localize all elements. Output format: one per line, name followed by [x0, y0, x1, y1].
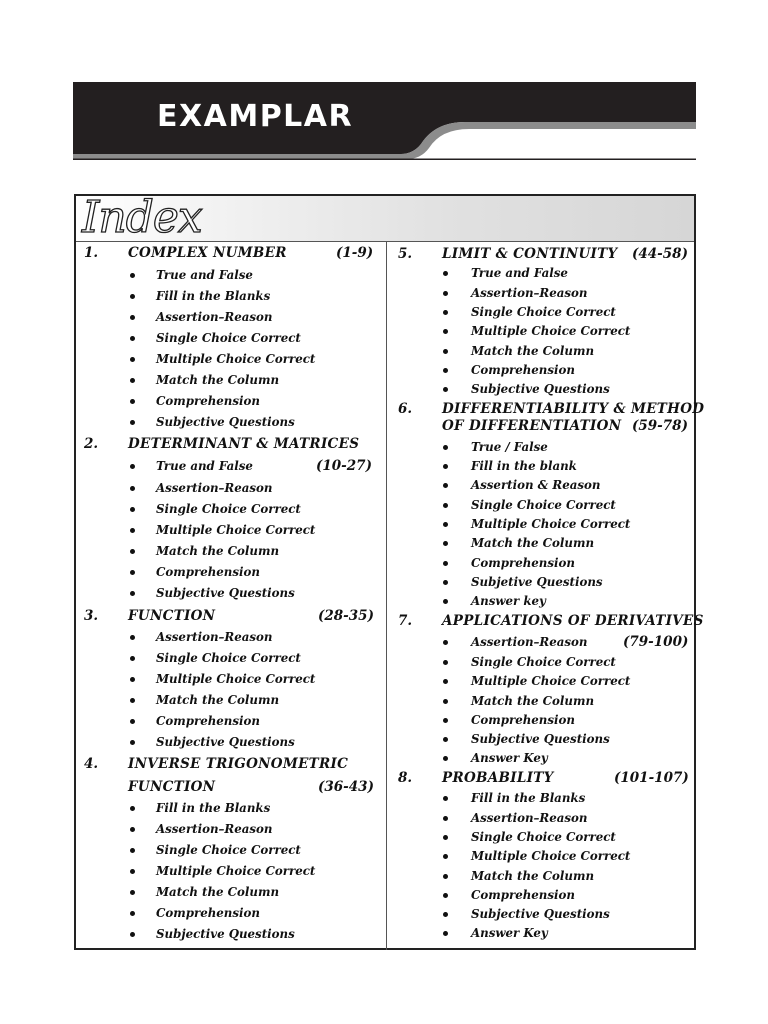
list-item: Fill in the Blanks — [156, 289, 271, 303]
list-item: Multiple Choice Correct — [156, 864, 316, 878]
section-page-range: (101-107) — [614, 770, 689, 786]
list-item: Match the Column — [156, 693, 280, 707]
list-item: Subjective Questions — [471, 732, 610, 746]
bullet-icon — [130, 315, 135, 320]
bullet-icon — [130, 486, 135, 491]
bullet-icon — [130, 336, 135, 341]
bullet-icon — [443, 580, 448, 585]
bullet-icon — [443, 854, 448, 859]
section-title: FUNCTION — [128, 608, 216, 624]
section-number: 2. — [84, 436, 99, 452]
list-item: Answer Key — [471, 926, 548, 940]
list-item: Single Choice Correct — [156, 331, 301, 345]
section-page-range: (1-9) — [336, 245, 374, 261]
bullet-icon — [443, 931, 448, 936]
list-item: Single Choice Correct — [156, 502, 301, 516]
list-item: Comprehension — [156, 394, 260, 408]
bullet-icon — [443, 329, 448, 334]
bullet-icon — [130, 464, 135, 469]
list-item: Subjective Questions — [471, 907, 610, 921]
list-item: Assertion–Reason — [156, 630, 273, 644]
section-number: 7. — [398, 613, 413, 629]
list-item: Subjective Questions — [156, 927, 295, 941]
section-title: INVERSE TRIGONOMETRIC — [128, 756, 349, 772]
list-item: Fill in the Blanks — [471, 791, 586, 805]
bullet-icon — [443, 796, 448, 801]
bullet-icon — [443, 464, 448, 469]
list-item: Assertion–Reason — [471, 635, 588, 649]
list-item: Match the Column — [156, 544, 280, 558]
section-number: 6. — [398, 401, 413, 417]
section-page-range: (36-43) — [318, 779, 374, 795]
bullet-icon — [130, 378, 135, 383]
bullet-icon — [130, 635, 135, 640]
bullet-icon — [443, 912, 448, 917]
list-item: Match the Column — [156, 885, 280, 899]
bullet-icon — [130, 677, 135, 682]
list-item: Single Choice Correct — [471, 498, 616, 512]
bullet-icon — [443, 893, 448, 898]
list-item: Subjective Questions — [156, 415, 295, 429]
bullet-icon — [130, 932, 135, 937]
section-title: APPLICATIONS OF DERIVATIVES — [442, 613, 704, 629]
list-item: Comprehension — [156, 565, 260, 579]
bullet-icon — [130, 528, 135, 533]
section-title: DETERMINANT & MATRICES — [128, 436, 360, 452]
section-number: 1. — [84, 245, 99, 261]
list-item: Match the Column — [471, 694, 595, 708]
bullet-icon — [443, 660, 448, 665]
list-item: Single Choice Correct — [471, 830, 616, 844]
list-item: Comprehension — [471, 556, 575, 570]
bullet-icon — [443, 291, 448, 296]
section-title: COMPLEX NUMBER — [128, 245, 287, 261]
bullet-icon — [443, 737, 448, 742]
bullet-icon — [443, 271, 448, 276]
bullet-icon — [443, 541, 448, 546]
list-item: Multiple Choice Correct — [156, 523, 316, 537]
bullet-icon — [443, 483, 448, 488]
list-item: Match the Column — [156, 373, 280, 387]
section-title-continued: FUNCTION — [128, 779, 216, 795]
list-item: Multiple Choice Correct — [156, 672, 316, 686]
bullet-icon — [130, 869, 135, 874]
list-item: Comprehension — [156, 906, 260, 920]
list-item: Answer Key — [471, 751, 548, 765]
list-item: Assertion–Reason — [471, 811, 588, 825]
section-page-range: (79-100) — [623, 634, 689, 650]
list-item: Comprehension — [156, 714, 260, 728]
header-banner — [73, 82, 696, 160]
bullet-icon — [443, 835, 448, 840]
list-item: Multiple Choice Correct — [471, 517, 631, 531]
bullet-icon — [130, 698, 135, 703]
bullet-icon — [130, 890, 135, 895]
bullet-icon — [130, 507, 135, 512]
list-item: Subjetive Questions — [471, 575, 603, 589]
list-item: Match the Column — [471, 869, 595, 883]
list-item: Comprehension — [471, 363, 575, 377]
list-item: True and False — [156, 459, 253, 473]
index-box — [74, 192, 705, 950]
list-item: Subjective Questions — [471, 382, 610, 396]
bullet-icon — [443, 349, 448, 354]
bullet-icon — [130, 294, 135, 299]
bullet-icon — [130, 357, 135, 362]
bullet-icon — [443, 756, 448, 761]
bullet-icon — [443, 718, 448, 723]
bullet-icon — [443, 699, 448, 704]
bullet-icon — [130, 827, 135, 832]
bullet-icon — [130, 570, 135, 575]
list-item: Assertion–Reason — [156, 310, 273, 324]
bullet-icon — [130, 806, 135, 811]
list-item: Fill in the blank — [471, 459, 577, 473]
bullet-icon — [130, 273, 135, 278]
bullet-icon — [443, 679, 448, 684]
bullet-icon — [443, 503, 448, 508]
list-item: Match the Column — [471, 536, 595, 550]
bullet-icon — [130, 719, 135, 724]
list-item: True and False — [471, 266, 568, 280]
list-item: True / False — [471, 440, 548, 454]
section-page-range: (10-27) — [316, 458, 372, 474]
section-title: PROBABILITY — [442, 770, 554, 786]
section-title: LIMIT & CONTINUITY — [442, 246, 618, 262]
section-number: 8. — [398, 770, 413, 786]
section-page-range: (59-78) — [632, 418, 688, 434]
index-header — [76, 192, 694, 243]
bullet-icon — [443, 310, 448, 315]
section-number: 3. — [84, 608, 99, 624]
list-item: Multiple Choice Correct — [156, 352, 316, 366]
section-title: DIFFERENTIABILITY & METHOD — [442, 401, 705, 417]
list-item: Single Choice Correct — [156, 651, 301, 665]
bullet-icon — [130, 591, 135, 596]
list-item: Single Choice Correct — [471, 655, 616, 669]
bullet-icon — [130, 740, 135, 745]
list-item: Subjective Questions — [156, 586, 295, 600]
section-title-continued: OF DIFFERENTIATION — [442, 418, 622, 434]
bullet-icon — [443, 640, 448, 645]
list-item: Fill in the Blanks — [156, 801, 271, 815]
bullet-icon — [130, 656, 135, 661]
bullet-icon — [443, 387, 448, 392]
list-item: Comprehension — [471, 713, 575, 727]
list-item: Single Choice Correct — [471, 305, 616, 319]
bullet-icon — [443, 561, 448, 566]
list-item: Subjective Questions — [156, 735, 295, 749]
bullet-icon — [443, 599, 448, 604]
bullet-icon — [130, 549, 135, 554]
section-number: 5. — [398, 246, 413, 262]
index-title: Index — [82, 192, 202, 243]
bullet-icon — [130, 399, 135, 404]
list-item: Answer key — [471, 594, 546, 608]
bullet-icon — [443, 368, 448, 373]
list-item: Match the Column — [471, 344, 595, 358]
list-item: True and False — [156, 268, 253, 282]
section-page-range: (28-35) — [318, 608, 374, 624]
bullet-icon — [130, 420, 135, 425]
list-item: Assertion & Reason — [471, 478, 601, 492]
list-item: Assertion–Reason — [471, 286, 588, 300]
list-item: Assertion–Reason — [156, 822, 273, 836]
section-number: 4. — [84, 756, 99, 772]
list-item: Multiple Choice Correct — [471, 674, 631, 688]
list-item: Assertion–Reason — [156, 481, 273, 495]
column-divider — [386, 242, 387, 950]
bullet-icon — [130, 848, 135, 853]
bullet-icon — [443, 816, 448, 821]
page-title: EXAMPLAR — [157, 99, 354, 134]
list-item: Multiple Choice Correct — [471, 324, 631, 338]
list-item: Multiple Choice Correct — [471, 849, 631, 863]
bullet-icon — [443, 445, 448, 450]
bullet-icon — [443, 522, 448, 527]
list-item: Single Choice Correct — [156, 843, 301, 857]
section-page-range: (44-58) — [632, 246, 688, 262]
list-item: Comprehension — [471, 888, 575, 902]
bullet-icon — [130, 911, 135, 916]
bullet-icon — [443, 874, 448, 879]
